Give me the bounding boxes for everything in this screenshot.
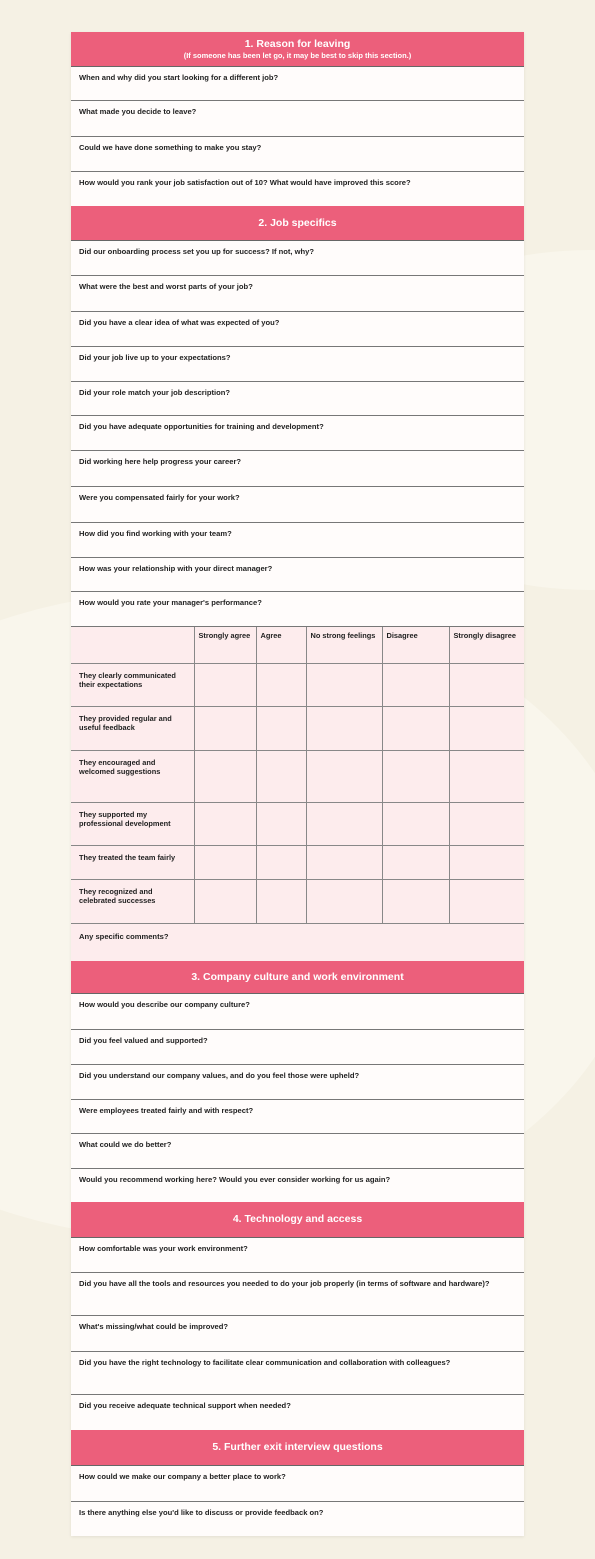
rating-cell[interactable]	[382, 750, 449, 802]
rating-cell[interactable]	[449, 663, 524, 706]
question-field[interactable]: What could we do better?	[71, 1134, 524, 1169]
rating-cell[interactable]	[256, 663, 306, 706]
rating-column-header: Strongly agree	[194, 627, 256, 663]
rating-cell[interactable]	[449, 845, 524, 879]
rating-cell[interactable]	[449, 706, 524, 750]
question-field[interactable]: Is there anything else you'd like to discuss or provide feedback on?	[79, 1507, 324, 1517]
question-field[interactable]: Did you have all the tools and resources you needed to do your job properly (in terms of software and hardware)?	[71, 1273, 524, 1316]
rating-cell[interactable]	[382, 879, 449, 923]
rating-row-label: They recognized and celebrated successes	[71, 879, 194, 923]
section-title: 2. Job specifics	[258, 217, 337, 229]
rating-cell[interactable]	[306, 663, 382, 706]
exit-interview-form	[71, 32, 524, 1536]
rating-column-header: Strongly disagree	[449, 627, 524, 663]
rating-row-label: They provided regular and useful feedback	[71, 706, 194, 750]
question-field[interactable]: Could we have done something to make you stay?	[71, 137, 524, 172]
manager-rating-table	[71, 627, 524, 924]
rating-corner-cell	[71, 627, 194, 663]
rating-cell[interactable]	[194, 802, 256, 845]
question-field[interactable]: Did your role match your job description?	[71, 382, 524, 416]
question-field[interactable]: How would you describe our company culture?	[71, 994, 524, 1030]
question-field[interactable]: What's missing/what could be improved?	[71, 1316, 524, 1352]
rating-cell[interactable]	[449, 750, 524, 802]
rating-cell[interactable]	[306, 879, 382, 923]
question-field[interactable]: How would you rank your job satisfaction out of 10? What would have improved this score?	[79, 178, 411, 187]
rating-cell[interactable]	[306, 706, 382, 750]
rating-cell[interactable]	[256, 750, 306, 802]
rating-column-header: Disagree	[382, 627, 449, 663]
section-header-further-questions	[71, 1430, 524, 1466]
rating-cell[interactable]	[382, 663, 449, 706]
question-field[interactable]: Did you understand our company values, and do you feel those were upheld?	[71, 1065, 524, 1100]
rating-row-label: They supported my professional development	[71, 802, 194, 845]
rating-cell[interactable]	[449, 879, 524, 923]
rating-cell[interactable]	[194, 879, 256, 923]
question-field[interactable]: How comfortable was your work environment?	[71, 1238, 524, 1273]
section-title: 1. Reason for leaving	[244, 38, 351, 50]
rating-cell[interactable]	[306, 802, 382, 845]
question-field[interactable]: Did you have the right technology to facilitate clear communication and collaboration with colleagues?	[71, 1352, 524, 1395]
question-field[interactable]: Did you have a clear idea of what was expected of you?	[71, 312, 524, 347]
rating-cell[interactable]	[306, 845, 382, 879]
section-title: 5. Further exit interview questions	[212, 1441, 383, 1453]
question-field[interactable]: Did our onboarding process set you up for success? If not, why?	[71, 241, 524, 276]
section-subtitle: (If someone has been let go, it may be best to skip this section.)	[183, 51, 412, 60]
section-header-company-culture	[71, 961, 524, 994]
question-field[interactable]: Would you recommend working here? Would you ever consider working for us again?	[79, 1174, 391, 1184]
question-field[interactable]: What made you decide to leave?	[71, 101, 524, 137]
rating-row-label: They treated the team fairly	[71, 845, 194, 879]
question-field[interactable]: Were employees treated fairly and with respect?	[71, 1100, 524, 1134]
question-field[interactable]: How could we make our company a better place to work?	[71, 1466, 524, 1502]
section-title: 3. Company culture and work environment	[191, 970, 404, 983]
rating-row-label: They encouraged and welcomed suggestions	[71, 750, 194, 802]
rating-cell[interactable]	[194, 845, 256, 879]
question-field[interactable]: Did your job live up to your expectations?	[71, 347, 524, 382]
question-field[interactable]: Did you receive adequate technical support when needed?	[79, 1400, 291, 1410]
rating-cell[interactable]	[256, 845, 306, 879]
question-field[interactable]: When and why did you start looking for a different job?	[71, 67, 524, 101]
section-header-technology	[71, 1202, 524, 1238]
rating-column-header: No strong feelings	[306, 627, 382, 663]
question-field[interactable]: What were the best and worst parts of your job?	[71, 276, 524, 312]
rating-cell[interactable]	[194, 706, 256, 750]
rating-cell[interactable]	[382, 706, 449, 750]
question-field[interactable]: Did you have adequate opportunities for training and development?	[71, 416, 524, 451]
question-field[interactable]: Were you compensated fairly for your work?	[71, 487, 524, 523]
rating-cell[interactable]	[256, 802, 306, 845]
rating-cell[interactable]	[194, 750, 256, 802]
section-header-reason-for-leaving	[71, 32, 524, 67]
rating-column-header: Agree	[256, 627, 306, 663]
question-field[interactable]: How was your relationship with your direct manager?	[71, 558, 524, 592]
section-title: 4. Technology and access	[232, 1213, 363, 1225]
question-field[interactable]: Did working here help progress your career?	[71, 451, 524, 487]
comments-field[interactable]: Any specific comments?	[71, 924, 524, 961]
question-field[interactable]: Did you feel valued and supported?	[71, 1030, 524, 1065]
rating-cell[interactable]	[382, 802, 449, 845]
rating-cell[interactable]	[194, 663, 256, 706]
rating-row-label: They clearly communicated their expectations	[71, 663, 194, 706]
question-field[interactable]: How did you find working with your team?	[71, 523, 524, 558]
rating-cell[interactable]	[256, 879, 306, 923]
question-field[interactable]: How would you rate your manager's performance?	[71, 592, 524, 627]
rating-cell[interactable]	[382, 845, 449, 879]
rating-cell[interactable]	[306, 750, 382, 802]
rating-cell[interactable]	[449, 802, 524, 845]
rating-cell[interactable]	[256, 706, 306, 750]
section-header-job-specifics	[71, 206, 524, 241]
